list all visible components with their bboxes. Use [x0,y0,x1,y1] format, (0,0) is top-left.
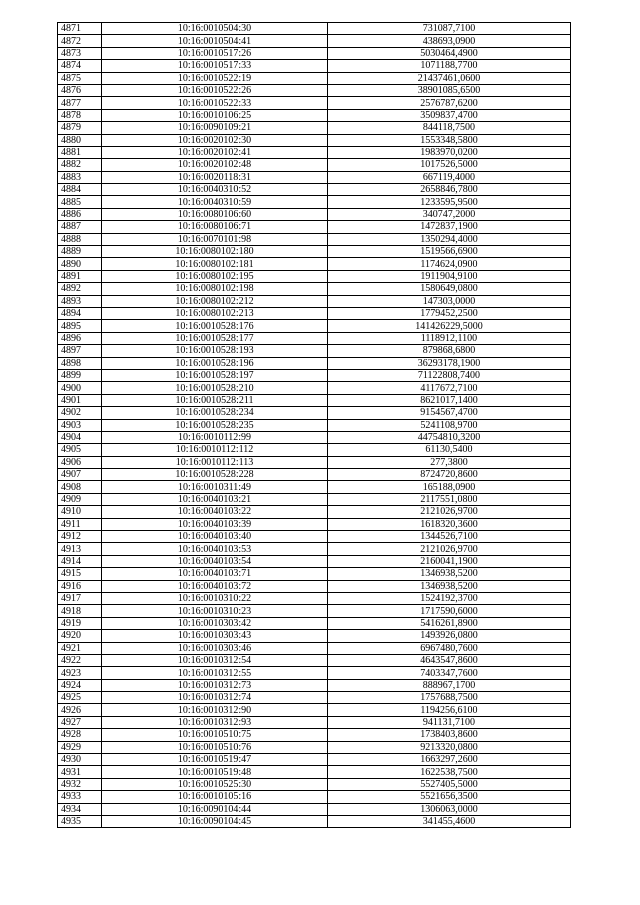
row-number: 4884 [58,184,102,196]
cadastral-number: 10:16:0010106:25 [102,109,328,121]
table-row [58,109,571,121]
cadastral-value: 9213320,0800 [328,741,571,753]
cadastral-value: 1553348,5800 [328,134,571,146]
table-row [58,617,571,629]
cadastral-number: 10:16:0080102:180 [102,246,328,258]
cadastral-value: 1493926,0800 [328,630,571,642]
row-number: 4872 [58,35,102,47]
cadastral-value-table [57,22,571,828]
cadastral-value: 1174624,0900 [328,258,571,270]
cadastral-number: 10:16:0010310:22 [102,592,328,604]
table-row [58,60,571,72]
row-number: 4935 [58,816,102,828]
table-row [58,171,571,183]
row-number: 4928 [58,729,102,741]
row-number: 4883 [58,171,102,183]
cadastral-number: 10:16:0010528:235 [102,419,328,431]
cadastral-number: 10:16:0080106:60 [102,208,328,220]
table-row [58,716,571,728]
row-number: 4923 [58,667,102,679]
cadastral-number: 10:16:0010517:26 [102,47,328,59]
cadastral-value: 21437461,0600 [328,72,571,84]
cadastral-number: 10:16:0010519:47 [102,754,328,766]
row-number: 4910 [58,506,102,518]
cadastral-number: 10:16:0070101:98 [102,233,328,245]
cadastral-number: 10:16:0010510:76 [102,741,328,753]
row-number: 4909 [58,493,102,505]
row-number: 4924 [58,679,102,691]
cadastral-value: 1911904,9100 [328,270,571,282]
table-row [58,531,571,543]
cadastral-value: 147303,0000 [328,295,571,307]
cadastral-number: 10:16:0040103:22 [102,506,328,518]
table-row [58,72,571,84]
table-row [58,580,571,592]
cadastral-number: 10:16:0020102:41 [102,146,328,158]
cadastral-number: 10:16:0010528:210 [102,382,328,394]
table-row [58,704,571,716]
table-row [58,754,571,766]
table-row [58,295,571,307]
row-number: 4889 [58,246,102,258]
cadastral-number: 10:16:0010112:113 [102,456,328,468]
cadastral-number: 10:16:0010528:196 [102,357,328,369]
cadastral-number: 10:16:0090104:45 [102,816,328,828]
table-row [58,369,571,381]
cadastral-number: 10:16:0010528:176 [102,320,328,332]
table-row [58,196,571,208]
table-row [58,766,571,778]
row-number: 4932 [58,778,102,790]
table-row [58,122,571,134]
cadastral-value: 1306063,0000 [328,803,571,815]
cadastral-value: 1344526,7100 [328,531,571,543]
cadastral-number: 10:16:0010312:74 [102,692,328,704]
table-row [58,208,571,220]
table-row [58,233,571,245]
table-row [58,692,571,704]
row-number: 4887 [58,221,102,233]
cadastral-value: 5416261,8900 [328,617,571,629]
cadastral-number: 10:16:0080102:213 [102,307,328,319]
row-number: 4921 [58,642,102,654]
row-number: 4896 [58,332,102,344]
cadastral-value: 1350294,4000 [328,233,571,245]
row-number: 4871 [58,23,102,35]
cadastral-value: 5241108,9700 [328,419,571,431]
cadastral-value: 1779452,2500 [328,307,571,319]
row-number: 4895 [58,320,102,332]
row-number: 4874 [58,60,102,72]
cadastral-number: 10:16:0080106:71 [102,221,328,233]
cadastral-value: 8621017,1400 [328,394,571,406]
cadastral-number: 10:16:0010303:43 [102,630,328,642]
table-row [58,816,571,828]
row-number: 4882 [58,159,102,171]
row-number: 4879 [58,122,102,134]
cadastral-number: 10:16:0010517:33 [102,60,328,72]
cadastral-number: 10:16:0020118:31 [102,171,328,183]
cadastral-value: 4643547,8600 [328,654,571,666]
row-number: 4891 [58,270,102,282]
cadastral-number: 10:16:0040103:72 [102,580,328,592]
row-number: 4927 [58,716,102,728]
row-number: 4905 [58,444,102,456]
cadastral-number: 10:16:0010312:90 [102,704,328,716]
cadastral-value: 1757688,7500 [328,692,571,704]
cadastral-value: 1519566,6900 [328,246,571,258]
table-row [58,146,571,158]
row-number: 4898 [58,357,102,369]
row-number: 4914 [58,555,102,567]
cadastral-value: 1663297,2600 [328,754,571,766]
cadastral-value: 36293178,1900 [328,357,571,369]
row-number: 4878 [58,109,102,121]
cadastral-value: 1194256,6100 [328,704,571,716]
cadastral-value: 1472837,1900 [328,221,571,233]
cadastral-value: 165188,0900 [328,481,571,493]
cadastral-value: 1524192,3700 [328,592,571,604]
cadastral-value: 8724720,8600 [328,469,571,481]
row-number: 4897 [58,345,102,357]
row-number: 4906 [58,456,102,468]
cadastral-value: 1346938,5200 [328,568,571,580]
cadastral-number: 10:16:0010522:26 [102,84,328,96]
cadastral-value: 2160041,1900 [328,555,571,567]
cadastral-number: 10:16:0040310:52 [102,184,328,196]
table-row [58,357,571,369]
cadastral-value: 1717590,6000 [328,605,571,617]
cadastral-value: 2117551,0800 [328,493,571,505]
cadastral-value: 1071188,7700 [328,60,571,72]
table-row [58,481,571,493]
cadastral-number: 10:16:0040103:21 [102,493,328,505]
row-number: 4902 [58,407,102,419]
table-row [58,258,571,270]
table-row [58,444,571,456]
table-row [58,407,571,419]
cadastral-value: 1580649,0800 [328,283,571,295]
cadastral-number: 10:16:0010528:197 [102,369,328,381]
cadastral-value: 888967,1700 [328,679,571,691]
cadastral-value: 71122808,7400 [328,369,571,381]
row-number: 4919 [58,617,102,629]
table-row [58,543,571,555]
table-row [58,382,571,394]
cadastral-number: 10:16:0010522:19 [102,72,328,84]
cadastral-value: 6967480,7600 [328,642,571,654]
cadastral-value: 5030464,4900 [328,47,571,59]
cadastral-number: 10:16:0010105:16 [102,791,328,803]
table-row [58,630,571,642]
table-row [58,307,571,319]
table-row [58,592,571,604]
row-number: 4908 [58,481,102,493]
table-row [58,394,571,406]
cadastral-value: 277,3800 [328,456,571,468]
cadastral-number: 10:16:0090104:44 [102,803,328,815]
table-row [58,159,571,171]
row-number: 4907 [58,469,102,481]
row-number: 4893 [58,295,102,307]
cadastral-value: 340747,2000 [328,208,571,220]
table-row [58,456,571,468]
row-number: 4881 [58,146,102,158]
cadastral-value: 1983970,0200 [328,146,571,158]
cadastral-value: 2121026,9700 [328,506,571,518]
row-number: 4930 [58,754,102,766]
row-number: 4904 [58,431,102,443]
row-number: 4934 [58,803,102,815]
cadastral-number: 10:16:0010312:73 [102,679,328,691]
row-number: 4873 [58,47,102,59]
cadastral-number: 10:16:0040103:71 [102,568,328,580]
table-row [58,469,571,481]
row-number: 4925 [58,692,102,704]
cadastral-number: 10:16:0010528:211 [102,394,328,406]
cadastral-number: 10:16:0010311:49 [102,481,328,493]
cadastral-number: 10:16:0010312:54 [102,654,328,666]
table-row [58,320,571,332]
cadastral-value: 9154567,4700 [328,407,571,419]
row-number: 4916 [58,580,102,592]
cadastral-value: 61130,5400 [328,444,571,456]
table-row [58,35,571,47]
row-number: 4886 [58,208,102,220]
cadastral-number: 10:16:0010312:93 [102,716,328,728]
cadastral-value: 1118912,1100 [328,332,571,344]
table-row [58,221,571,233]
table-row [58,47,571,59]
row-number: 4920 [58,630,102,642]
row-number: 4933 [58,791,102,803]
table-row [58,654,571,666]
row-number: 4912 [58,531,102,543]
table-row [58,134,571,146]
table-body [58,23,571,828]
table-row [58,493,571,505]
cadastral-number: 10:16:0010303:46 [102,642,328,654]
row-number: 4929 [58,741,102,753]
cadastral-number: 10:16:0010312:55 [102,667,328,679]
table-row [58,679,571,691]
cadastral-number: 10:16:0020102:48 [102,159,328,171]
cadastral-number: 10:16:0040103:40 [102,531,328,543]
row-number: 4922 [58,654,102,666]
row-number: 4899 [58,369,102,381]
cadastral-number: 10:16:0090109:21 [102,122,328,134]
row-number: 4917 [58,592,102,604]
cadastral-value: 1622538,7500 [328,766,571,778]
cadastral-value: 141426229,5000 [328,320,571,332]
row-number: 4903 [58,419,102,431]
cadastral-value: 341455,4600 [328,816,571,828]
table-row [58,729,571,741]
cadastral-value: 2658846,7800 [328,184,571,196]
row-number: 4888 [58,233,102,245]
cadastral-number: 10:16:0010510:75 [102,729,328,741]
cadastral-number: 10:16:0080102:181 [102,258,328,270]
cadastral-number: 10:16:0020102:30 [102,134,328,146]
cadastral-number: 10:16:0080102:198 [102,283,328,295]
cadastral-number: 10:16:0010519:48 [102,766,328,778]
cadastral-value: 731087,7100 [328,23,571,35]
row-number: 4901 [58,394,102,406]
cadastral-value: 7403347,7600 [328,667,571,679]
table-row [58,568,571,580]
table-row [58,23,571,35]
cadastral-number: 10:16:0010504:30 [102,23,328,35]
row-number: 4877 [58,97,102,109]
table-row [58,667,571,679]
cadastral-value: 3509837,4700 [328,109,571,121]
table-row [58,778,571,790]
cadastral-value: 1233595,9500 [328,196,571,208]
table-row [58,270,571,282]
table-row [58,741,571,753]
cadastral-number: 10:16:0010522:33 [102,97,328,109]
row-number: 4911 [58,518,102,530]
cadastral-number: 10:16:0010528:177 [102,332,328,344]
table-row [58,332,571,344]
cadastral-number: 10:16:0010528:228 [102,469,328,481]
cadastral-value: 1738403,8600 [328,729,571,741]
cadastral-value: 2576787,6200 [328,97,571,109]
cadastral-number: 10:16:0010504:41 [102,35,328,47]
cadastral-number: 10:16:0010303:42 [102,617,328,629]
cadastral-number: 10:16:0080102:212 [102,295,328,307]
table-row [58,518,571,530]
row-number: 4890 [58,258,102,270]
table-row [58,345,571,357]
cadastral-number: 10:16:0010112:112 [102,444,328,456]
table-row [58,84,571,96]
row-number: 4880 [58,134,102,146]
row-number: 4918 [58,605,102,617]
row-number: 4931 [58,766,102,778]
row-number: 4900 [58,382,102,394]
table-row [58,283,571,295]
cadastral-number: 10:16:0010525:30 [102,778,328,790]
table-row [58,605,571,617]
cadastral-value: 941131,7100 [328,716,571,728]
table-row [58,431,571,443]
cadastral-value: 4117672,7100 [328,382,571,394]
cadastral-number: 10:16:0010112:99 [102,431,328,443]
table-row [58,184,571,196]
cadastral-value: 38901085,6500 [328,84,571,96]
cadastral-number: 10:16:0040103:53 [102,543,328,555]
row-number: 4892 [58,283,102,295]
cadastral-number: 10:16:0010528:234 [102,407,328,419]
table-row [58,506,571,518]
cadastral-value: 667119,4000 [328,171,571,183]
cadastral-value: 5527405,5000 [328,778,571,790]
cadastral-value: 1346938,5200 [328,580,571,592]
cadastral-value: 1618320,3600 [328,518,571,530]
table-row [58,419,571,431]
cadastral-value: 2121026,9700 [328,543,571,555]
cadastral-number: 10:16:0080102:195 [102,270,328,282]
row-number: 4876 [58,84,102,96]
row-number: 4915 [58,568,102,580]
cadastral-value: 44754810,3200 [328,431,571,443]
table-row [58,555,571,567]
cadastral-number: 10:16:0010310:23 [102,605,328,617]
row-number: 4926 [58,704,102,716]
cadastral-value: 1017526,5000 [328,159,571,171]
table-row [58,246,571,258]
row-number: 4913 [58,543,102,555]
cadastral-value: 844118,7500 [328,122,571,134]
cadastral-number: 10:16:0040103:54 [102,555,328,567]
cadastral-value: 879868,6800 [328,345,571,357]
table-row [58,642,571,654]
table-row [58,803,571,815]
cadastral-number: 10:16:0040310:59 [102,196,328,208]
row-number: 4894 [58,307,102,319]
cadastral-value: 438693,0900 [328,35,571,47]
table-row [58,97,571,109]
table-row [58,791,571,803]
cadastral-value: 5521656,3500 [328,791,571,803]
row-number: 4875 [58,72,102,84]
cadastral-number: 10:16:0010528:193 [102,345,328,357]
cadastral-number: 10:16:0040103:39 [102,518,328,530]
row-number: 4885 [58,196,102,208]
